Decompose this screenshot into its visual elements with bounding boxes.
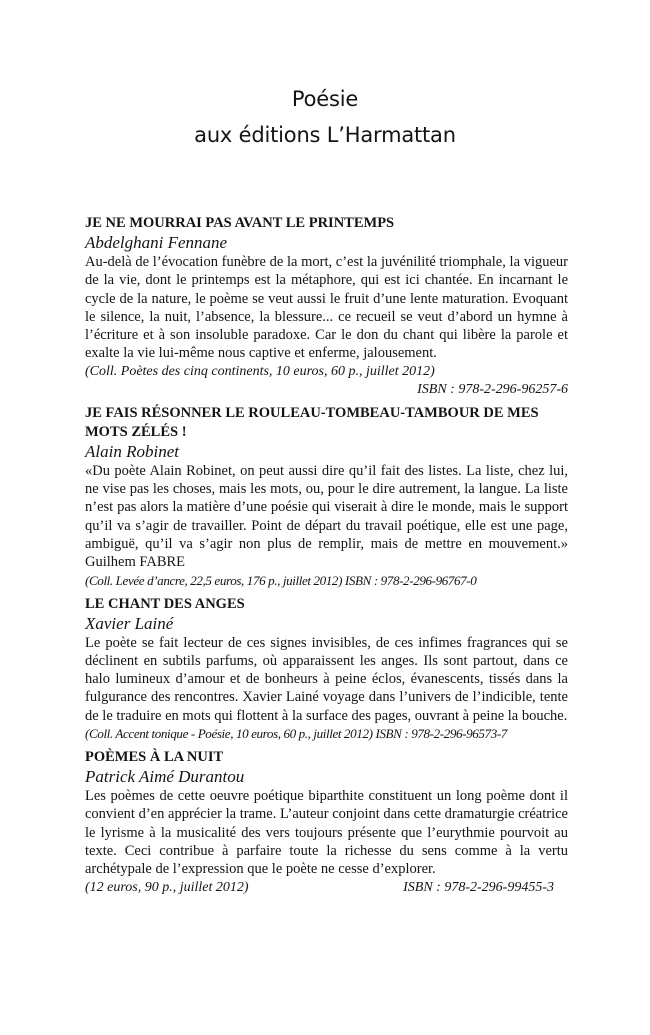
book-title: LE CHANT DES ANGES bbox=[85, 595, 245, 612]
book-reference: (Coll. Levée d’ancre, 22,5 euros, 176 p., juillet 2012) ISBN : 978-2-296-96767-0 bbox=[85, 572, 477, 588]
book-title: JE NE MOURRAI PAS AVANT LE PRINTEMPS bbox=[85, 215, 395, 231]
book-title: JE FAIS RÉSONNER LE ROULEAU-TOMBEAU-TAMBOUR DE MES MOTS ZÉLÉS ! bbox=[85, 404, 539, 440]
book-entry bbox=[85, 595, 568, 743]
book-author: Alain Robinet bbox=[85, 441, 179, 461]
book-author: Abdelghani Fennane bbox=[85, 233, 228, 252]
book-isbn: ISBN : 978-2-296-96257-6 bbox=[417, 381, 568, 397]
book-isbn: ISBN : 978-2-296-99455-3 bbox=[403, 879, 554, 895]
book-description: «Du poète Alain Robinet, on peut aussi dire qu’il fait des listes. La liste, chez lui, ne vise pas les choses, mais les mots, ou, pour le dire autrement, la langue. La liste n’est pas alors la matière d’une poésie qui viserait à dire le monde, mais le support qu’il va s’agir de travailler. Point de départ du travail poétique, elle est une page, ambiguë, qu’il va s’agir non plus de remplir, mais de mettre en mouvement.» Guilhem FABRE bbox=[85, 462, 568, 571]
book-reference: (12 euros, 90 p., juillet 2012) bbox=[85, 879, 249, 895]
book-reference-line bbox=[85, 879, 568, 897]
book-author: Xavier Lainé bbox=[85, 613, 174, 633]
book-entry bbox=[85, 214, 568, 399]
book-entry bbox=[85, 748, 568, 896]
book-author: Patrick Aimé Durantou bbox=[85, 767, 245, 787]
page-title: Poésie bbox=[291, 87, 359, 111]
book-list bbox=[85, 214, 568, 902]
book-description: Le poète se fait lecteur de ces signes invisibles, de ces infimes fragrances qui se déclinent en subtils parfums, où apparaissent les anges. Ils sont partout, dans ce halo lumineux d’amour et de bonheurs à peine éclos, évanescents, tissés dans la fulgurance des rencontres. Xavier Lainé voyage dans l’univers de l’indicible, tente de le traduire en mots qui flottent à la surface des pages, ouvrant à peine la bouche. bbox=[85, 634, 568, 724]
page-header bbox=[0, 84, 650, 150]
book-reference: (Coll. Poètes des cinq continents, 10 euros, 60 p., juillet 2012) bbox=[85, 363, 435, 379]
book-entry bbox=[85, 404, 568, 590]
book-title: POÈMES À LA NUIT bbox=[85, 749, 224, 766]
book-description: Au-delà de l’évocation funèbre de la mort, c’est la juvénilité triomphale, la vigueur de la vie, dont le printemps est la métaphore, qui est ici chantée. En incarnant le cycle de la nature, le poème se veut aussi le fruit d’une lente maturation. Evoquant le silence, la nuit, l’absence, la blessure... ce recueil se veut d’abord un hymne à l’écriture et à son insoluble paradoxe. Car le don du chant qui libère la parole et exalte la vie lui-même nous captive et enferme, jalousement. bbox=[85, 254, 568, 362]
book-reference: (Coll. Accent tonique - Poésie, 10 euros, 60 p., juillet 2012) ISBN : 978-2-296-96573-7 bbox=[85, 726, 507, 742]
page-subtitle: aux éditions L’Harmattan bbox=[194, 123, 456, 147]
book-description: Les poèmes de cette oeuvre poétique biparthite constituent un long poème dont il convient d’en apprécier la trame. L’auteur conjoint dans cette dramaturgie créatrice le lyrisme à la musicalité des vers toujours présente que l’eurythmie pourvoit au texte. Ceci contribue à parfaire toute la richesse du sens comme à la vertu archétypale de l’expression que le poète ne cesse d’explorer. bbox=[85, 788, 568, 878]
